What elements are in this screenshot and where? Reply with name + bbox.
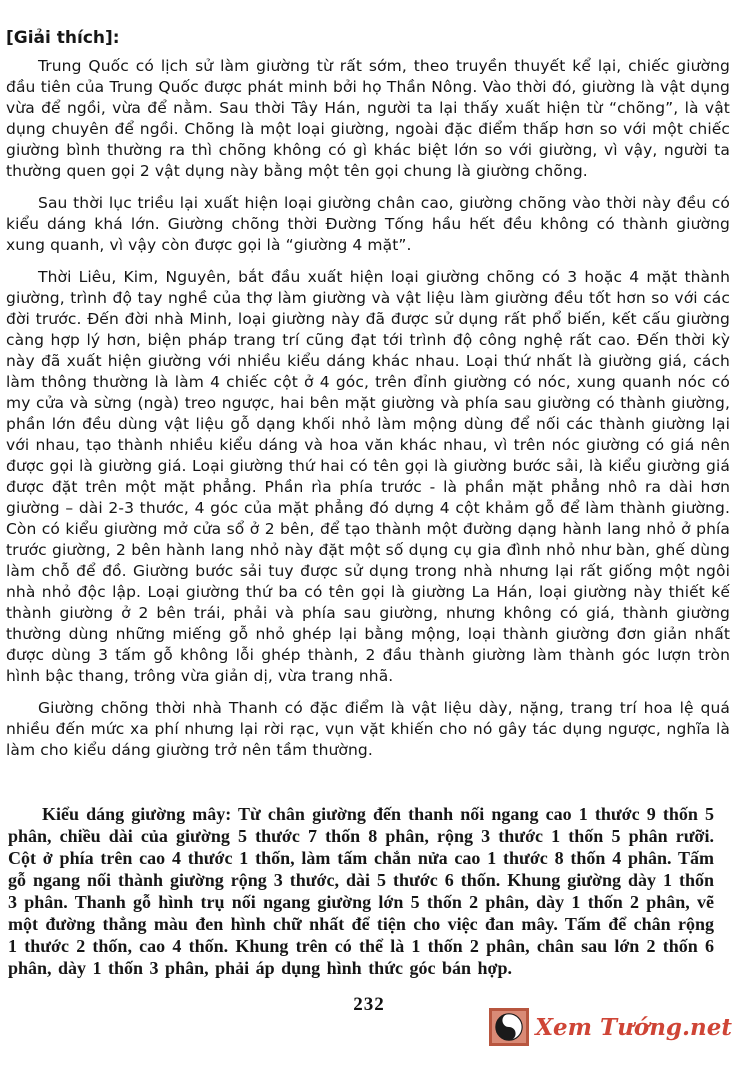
paragraph-qing-dynasty: Giường chõng thời nhà Thanh có đặc điểm là vật liệu dày, nặng, trang trí hoa lệ quá nhiều đến mức xa phí nhưng lại rời rạc, vụn vặt khiến cho nó gây tác dụng ngược, nghĩa là làm cho kiểu dáng giường trở nên tầm thường.	[6, 699, 730, 759]
watermark	[489, 1008, 732, 1046]
yin-yang-icon	[489, 1008, 529, 1046]
yin-yang-glyph	[495, 1013, 523, 1041]
page-number: 232	[353, 994, 385, 1015]
paragraph-rattan-bed-measurements: Kiểu dáng giường mây: Từ chân giường đến thanh nối ngang cao 1 thước 9 thốn 5 phân, chiều dài của giường 5 thước 7 thốn 8 phân, rộng 3 thước 1 thốn 5 phân rưỡi. Cột ở phía trên cao 4 thước 1 thốn, làm tấm chắn nửa cao 1 thước 8 thốn 4 phân. Tấm gỗ ngang nối thành giường rộng 3 thước, dài 5 thước 6 thốn. Khung giường dày 1 thốn 3 phân. Thanh gỗ hình trụ nối ngang giường lớn 5 thốn 2 phân, dày 1 thốn 2 phân, vẽ một đường thẳng màu đen hình chữ nhất để tiện cho việc đan mây. Tấm để chân rộng 1 thước 2 thốn, cao 4 thốn. Khung trên có thể là 1 thốn 2 phân, chân sau lớn 2 thốn 6 phân, dày 1 thốn 3 phân, phải áp dụng hình thức góc bán hợp.	[8, 804, 714, 978]
paragraph-six-dynasties: Sau thời lục triều lại xuất hiện loại giường chân cao, giường chõng vào thời này đều có kiểu dáng khá lớn. Giường chõng thời Đường Tống hầu hết đều không có thành giường xung quanh, vì vậy còn được gọi là “giường 4 mặt”.	[6, 194, 730, 254]
paragraph-bed-types: Thời Liêu, Kim, Nguyên, bắt đầu xuất hiện loại giường chõng có 3 hoặc 4 mặt thành giường, trình độ tay nghề của thợ làm giường và vật liệu làm giường đều tốt hơn so với các đời trước. Đến đời nhà Minh, loại giường này đã được sử dụng rất phổ biến, kết cấu giường càng hợp lý hơn, biện pháp trang trí cũng đạt tới trình độ công nghệ rất cao. Đến thời kỳ này đã xuất hiện giường với nhiều kiểu dáng khác nhau. Loại thứ nhất là giường giá, cách làm thông thường là làm 4 chiếc cột ở 4 góc, trên đỉnh giường có nóc, xung quanh nóc có my cửa và sừng (ngà) treo ngược, hai bên mặt giường và phía sau giường có thành giường, phần lớn đều dùng vật liệu gỗ dạng khối nhỏ làm mộng dùng để nối các thành giường lại với nhau, tạo thành nhiều kiểu dáng và hoa văn khác nhau, vì trên nóc giường có giá nên được gọi là giường giá. Loại giường thứ hai có tên gọi là giường bước sải, là kiểu giường giá được đặt trên một mặt phẳng. Phần rìa phía trước - là phần mặt phẳng nhô ra dài hơn giường – dài 2-3 thước, 4 góc của mặt phẳng đó dựng 4 cột khảm gỗ để làm thành giường. Còn có kiểu giường mở cửa sổ ở 2 bên, để tạo thành một đường dạng hành lang nhỏ ở phía trước giường, 2 bên hành lang nhỏ này đặt một số dụng cụ gia đình nhỏ như bàn, ghế dùng làm chỗ để đồ. Giường bước sải tuy được sử dụng trong nhà nhưng lại rất giống một ngôi nhà nhỏ độc lập. Loại giường thứ ba có tên gọi là giường La Hán, loại giường này thiết kế thành giường ở 2 bên trái, phải và phía sau giường, nhưng không có giá, thành giường thường dùng những miếng gỗ nhỏ ghép lại bằng mộng, loại thành giường đơn giản nhất được dùng 3 tấm gỗ không lỗi ghép thành, 2 đầu thành giường làm thành góc lượn tròn hình bậc thang, trông vừa giản dị, vừa trang nhã.	[6, 268, 730, 685]
section-heading: [Giải thích]:	[6, 28, 120, 48]
watermark-text: Xem Tướng.net	[535, 1013, 732, 1041]
paragraph-bed-history: Trung Quốc có lịch sử làm giường từ rất sớm, theo truyền thuyết kể lại, chiếc giường đầu tiên của Trung Quốc được phát minh bởi họ Thần Nông. Vào thời đó, giường là vật dụng vừa để ngồi, vừa để nằm. Sau thời Tây Hán, người ta lại thấy xuất hiện từ “chõng”, là vật dụng chuyên để ngồi. Chõng là một loại giường, ngoài đặc điểm thấp hơn so với một chiếc giường bình thường ra thì chõng không có gì khác biệt lớn so với giường, vì vậy, người ta thường quen gọi 2 vật dụng này bằng một tên gọi chung là giường chõng.	[6, 57, 730, 180]
